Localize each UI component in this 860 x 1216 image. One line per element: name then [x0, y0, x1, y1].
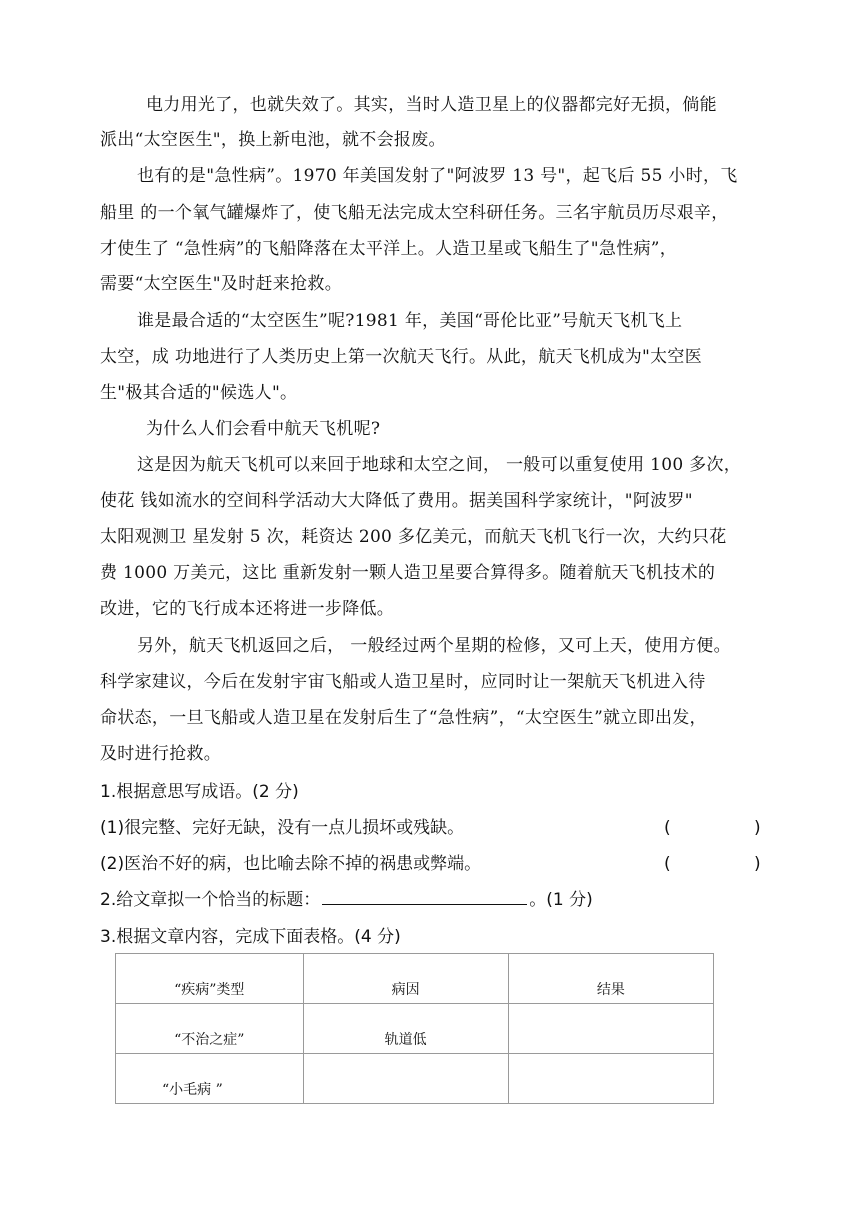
passage-line: 也有的是"急性病”。1970 年美国发射了"阿波罗 13 号"，起飞后 55 小时，飞 [137, 166, 738, 186]
passage-line: 为什么人们会看中航天飞机呢? [146, 419, 381, 439]
question-2 [100, 888, 593, 912]
passage-line: 电力用光了，也就失效了。其实，当时人造卫星上的仪器都完好无损，倘能 [146, 95, 717, 115]
answer-paren-open: ( [664, 854, 671, 874]
passage-line: 及时进行抢救。 [100, 744, 222, 764]
table-cell: 轨道低 [303, 1004, 508, 1054]
passage-line: 这是因为航天飞机可以来回于地球和太空之间， 一般可以重复使用 100 多次， [137, 455, 742, 475]
passage-line: 船里 的一个氧气罐爆炸了，使飞船无法完成太空科研任务。三名宇航员历尽艰辛， [100, 203, 729, 223]
question-1-2: (2)医治不好的病，也比喻去除不掉的祸患或弊端。 [100, 854, 482, 874]
passage-line: 派出“太空医生"，换上新电池，就不会报废。 [100, 130, 446, 150]
passage-line: 命状态，一旦飞船或人造卫星在发射后生了“急性病”，“太空医生”就立即出发， [100, 708, 707, 728]
passage-line: 科学家建议，今后在发射宇宙飞船或人造卫星时，应同时让一架航天飞机进入待 [100, 672, 706, 692]
table-cell: “小毛病 ” [116, 1054, 304, 1104]
answer-paren-open: ( [664, 818, 671, 838]
answer-paren-close: ) [754, 818, 761, 838]
passage-line: 费 1000 万美元，这比 重新发射一颗人造卫星要合算得多。随着航天飞机技术的 [100, 563, 716, 583]
passage-line: 太阳观测卫 星发射 5 次，耗资达 200 多亿美元，而航天飞机飞行一次，大约只花 [100, 527, 727, 547]
table-row [116, 1004, 714, 1054]
table-header-cell: 病因 [303, 954, 508, 1004]
table-header-cell: “疾病”类型 [116, 954, 304, 1004]
passage-line: 才使生了 “急性病”的飞船降落在太平洋上。人造卫星或飞船生了"急性病”， [100, 239, 678, 259]
table-header-cell: 结果 [508, 954, 713, 1004]
answer-table [115, 953, 714, 1104]
table-cell-answer[interactable] [508, 1004, 713, 1054]
passage-line: 另外，航天飞机返回之后， 一般经过两个星期的检修，又可上天，使用方便。 [137, 636, 731, 656]
passage-line: 谁是最合适的“太空医生”呢?1981 年，美国“哥伦比亚”号航天飞机飞上 [137, 311, 683, 331]
passage-line: 太空，成 功地进行了人类历史上第一次航天飞行。从此，航天飞机成为"太空医 [100, 347, 703, 367]
table-header-row [116, 954, 714, 1004]
question-2-prefix: 2.给文章拟一个恰当的标题： [100, 890, 321, 910]
question-1-1: (1)很完整、完好无缺，没有一点儿损坏或残缺。 [100, 818, 465, 838]
passage-line: 使花 钱如流水的空间科学活动大大降低了费用。据美国科学家统计，"阿波罗" [100, 491, 693, 511]
table-row [116, 1054, 714, 1104]
passage-line: 改进，它的飞行成本还将进一步降低。 [100, 599, 395, 619]
table-cell-answer[interactable] [508, 1054, 713, 1104]
passage-line: 需要“太空医生"及时赶来抢救。 [100, 274, 343, 294]
table-cell-answer[interactable] [303, 1054, 508, 1104]
answer-paren-close: ) [754, 854, 761, 874]
passage-line: 生"极其合适的"候选人"。 [100, 383, 298, 403]
question-2-suffix: 。(1 分) [529, 890, 593, 910]
title-answer-blank[interactable] [322, 888, 527, 905]
question-3: 3.根据文章内容，完成下面表格。(4 分) [100, 927, 401, 947]
table-cell: “不治之症” [116, 1004, 304, 1054]
question-1-title: 1.根据意思写成语。(2 分) [100, 782, 299, 802]
